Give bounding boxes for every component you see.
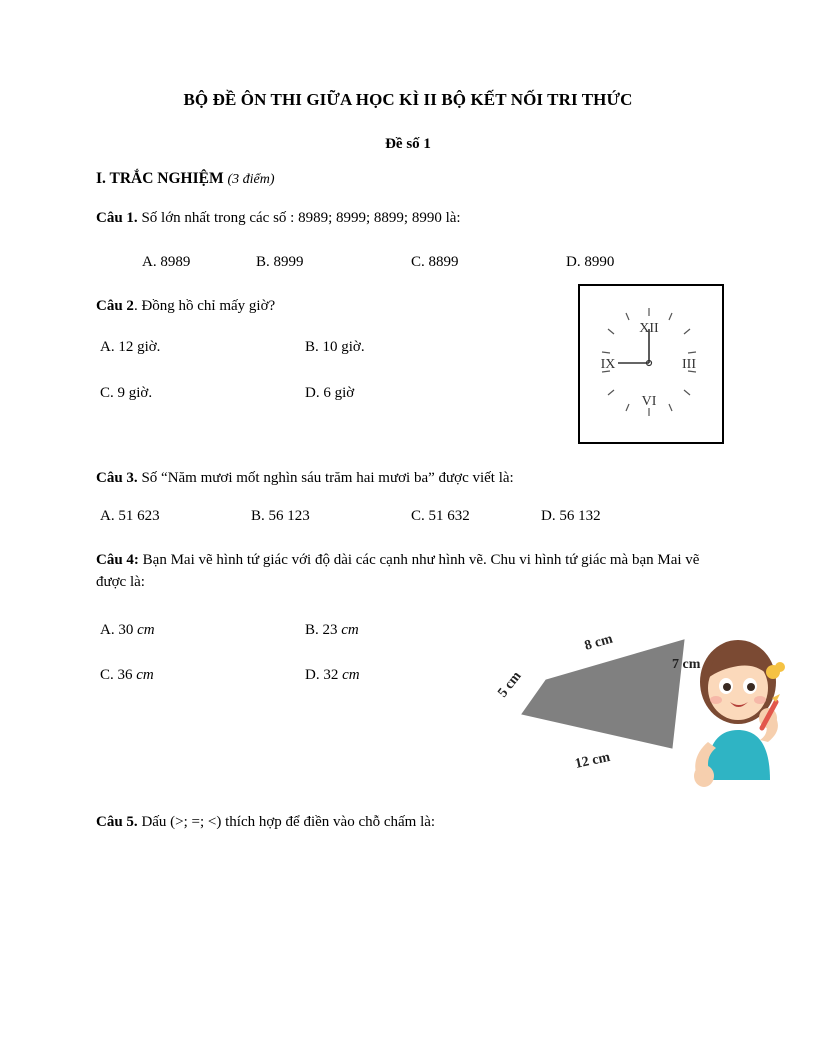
svg-text:III: III bbox=[682, 357, 696, 372]
option-b[interactable]: B. 23 cm bbox=[305, 622, 359, 638]
option-c[interactable]: C. 36 cm bbox=[100, 667, 154, 683]
section-points: (3 điểm) bbox=[227, 172, 275, 187]
option-a[interactable]: A. 8989 bbox=[142, 254, 191, 270]
question-3-number: Câu 3. bbox=[96, 470, 138, 486]
girl-illustration bbox=[676, 630, 796, 792]
option-a[interactable]: A. 30 cm bbox=[100, 622, 155, 638]
option-d[interactable]: D. 56 132 bbox=[541, 508, 601, 524]
unit-label: cm bbox=[136, 667, 154, 683]
unit-label: cm bbox=[341, 622, 359, 638]
option-c[interactable]: C. 9 giờ. bbox=[100, 385, 153, 401]
unit-label: cm bbox=[137, 622, 155, 638]
svg-text:7 cm: 7 cm bbox=[672, 657, 701, 672]
question-4-options-row-1 bbox=[100, 620, 520, 642]
question-2 bbox=[96, 296, 556, 318]
option-b[interactable]: B. 56 123 bbox=[251, 508, 310, 524]
question-4-number: Câu 4: bbox=[96, 552, 139, 568]
option-c[interactable]: C. 51 632 bbox=[411, 508, 470, 524]
svg-text:5 cm: 5 cm bbox=[495, 668, 525, 701]
question-1-number: Câu 1. bbox=[96, 210, 138, 226]
option-c[interactable]: C. 8899 bbox=[411, 254, 459, 270]
option-d[interactable]: D. 32 cm bbox=[305, 667, 360, 683]
question-1 bbox=[96, 208, 736, 230]
question-5 bbox=[96, 812, 736, 834]
clock-figure bbox=[578, 284, 724, 444]
svg-text:12 cm: 12 cm bbox=[573, 749, 612, 772]
question-4-options-row-2 bbox=[100, 665, 520, 687]
page-title: BỘ ĐỀ ÔN THI GIỮA HỌC KÌ II BỘ KẾT NỐI TRI THỨC bbox=[183, 90, 633, 109]
svg-text:IX: IX bbox=[600, 357, 616, 372]
question-3 bbox=[96, 468, 736, 490]
exam-number: Đề số 1 bbox=[385, 136, 431, 152]
option-a[interactable]: A. 51 623 bbox=[100, 508, 160, 524]
option-b[interactable]: B. 8999 bbox=[256, 254, 304, 270]
question-2-number: Câu 2 bbox=[96, 298, 134, 314]
question-4-text: Bạn Mai vẽ hình tứ giác với độ dài các cạnh như hình vẽ. Chu vi hình tứ giác mà bạn Mai vẽ được là: bbox=[96, 552, 700, 590]
section-label: I. TRẮC NGHIỆM bbox=[96, 170, 224, 187]
question-5-text: Dấu (>; =; <) thích hợp để điền vào chỗ chấm là: bbox=[137, 814, 436, 830]
section-heading bbox=[96, 170, 275, 188]
option-d[interactable]: D. 8990 bbox=[566, 254, 615, 270]
svg-text:8 cm: 8 cm bbox=[582, 631, 615, 654]
svg-text:XII: XII bbox=[639, 321, 659, 336]
option-d[interactable]: D. 6 giờ bbox=[305, 385, 355, 401]
question-3-options bbox=[96, 506, 736, 528]
clock-icon bbox=[580, 286, 718, 438]
question-4 bbox=[96, 550, 716, 594]
question-5-number: Câu 5. bbox=[96, 814, 138, 830]
question-1-text: Số lớn nhất trong các số : 8989; 8999; 8899; 8990 là: bbox=[137, 210, 461, 226]
question-3-text: Số “Năm mươi mốt nghìn sáu trăm hai mươi ba” được viết là: bbox=[137, 470, 514, 486]
girl-with-pencil-icon bbox=[676, 630, 796, 792]
option-b[interactable]: B. 10 giờ. bbox=[305, 339, 365, 355]
question-1-options bbox=[96, 252, 736, 274]
option-a[interactable]: A. 12 giờ. bbox=[100, 339, 161, 355]
question-2-options-row-2 bbox=[100, 383, 540, 405]
question-2-text: . Đồng hồ chỉ mấy giờ? bbox=[133, 298, 276, 314]
question-2-options-row-1 bbox=[100, 337, 540, 359]
unit-label: cm bbox=[342, 667, 360, 683]
svg-text:VI: VI bbox=[641, 394, 657, 409]
